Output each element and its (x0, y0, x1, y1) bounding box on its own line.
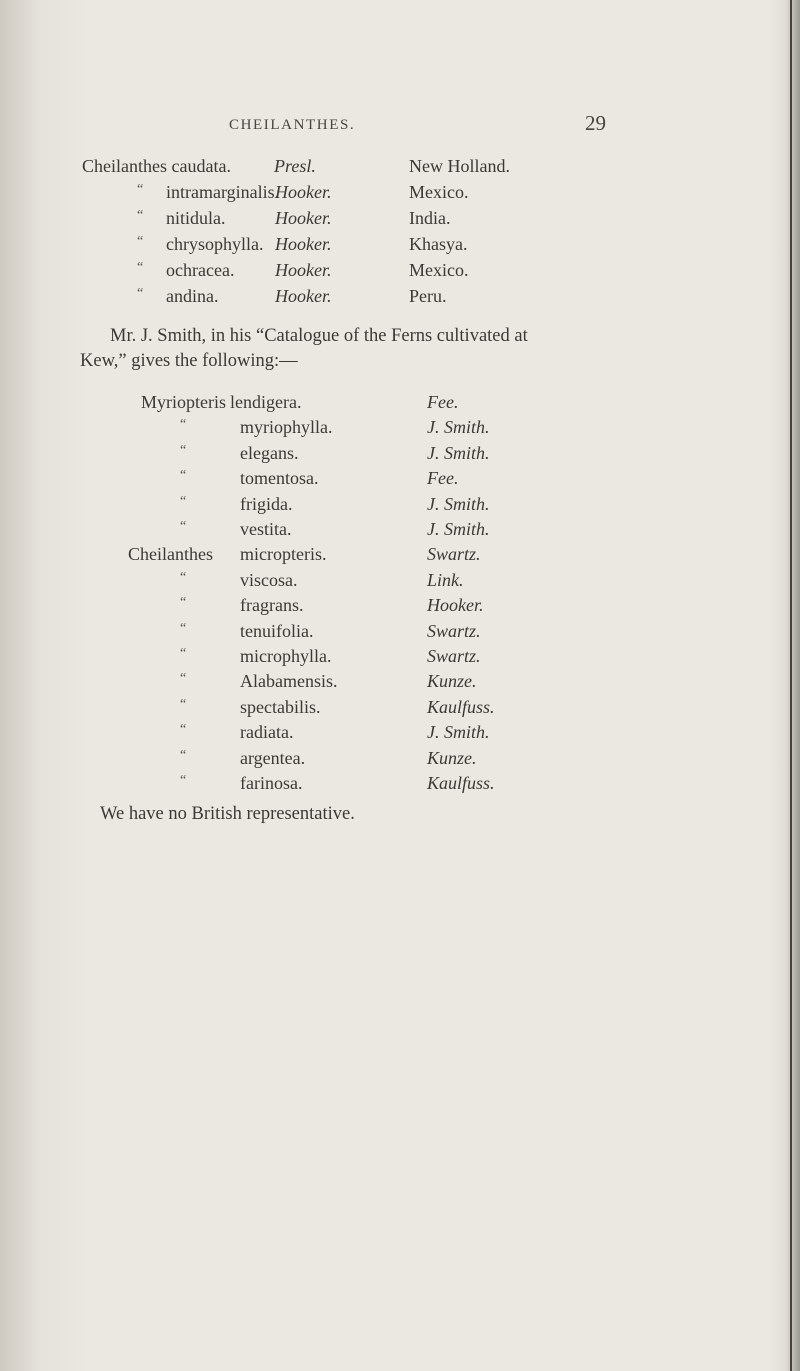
ditto-mark: “ (180, 748, 188, 763)
author-name: Swartz. (427, 621, 481, 641)
author-name: Kaulfuss. (427, 697, 495, 717)
species-name: tomentosa. (240, 468, 319, 488)
genus-name: Cheilanthes (128, 544, 213, 564)
ditto-mark: “ (137, 208, 145, 223)
author-name: Kunze. (427, 671, 477, 691)
species-name: farinosa. (240, 773, 303, 793)
locality: Khasya. (409, 234, 468, 254)
species-name: myriophylla. (240, 417, 333, 437)
author-name: Fee. (427, 468, 459, 488)
ditto-mark: “ (180, 722, 188, 737)
locality: New Holland. (409, 156, 510, 176)
author-name: Fee. (427, 392, 459, 412)
ditto-mark: “ (180, 519, 188, 534)
species-name: argentea. (240, 748, 306, 768)
author-name: Hooker. (275, 208, 332, 228)
locality: Peru. (409, 286, 447, 306)
author-name: Swartz. (427, 646, 481, 666)
species-name: ochracea. (166, 260, 235, 280)
ditto-mark: “ (137, 286, 145, 301)
author-name: Swartz. (427, 544, 481, 564)
ditto-mark: “ (180, 570, 188, 585)
ditto-mark: “ (137, 182, 145, 197)
species-name: tenuifolia. (240, 621, 314, 641)
author-name: J. Smith. (427, 494, 490, 514)
ditto-mark: “ (180, 646, 188, 661)
author-name: Hooker. (275, 286, 332, 306)
species-name: Alabamensis. (240, 671, 338, 691)
running-head: CHEILANTHES. (229, 117, 356, 133)
species-name: microphylla. (240, 646, 332, 666)
species-name: lendigera. (230, 392, 302, 412)
author-name: J. Smith. (427, 443, 490, 463)
ditto-mark: “ (180, 468, 188, 483)
author-name: Presl. (274, 156, 316, 176)
author-name: J. Smith. (427, 519, 490, 539)
locality: Mexico. (409, 260, 469, 280)
ditto-mark: “ (180, 443, 188, 458)
ditto-mark: “ (137, 234, 145, 249)
ditto-mark: “ (180, 621, 188, 636)
author-name: Hooker. (427, 595, 484, 615)
author-name: Link. (427, 570, 464, 590)
species-name: chrysophylla. (166, 234, 264, 254)
author-name: Hooker. (275, 260, 332, 280)
species-name: nitidula. (166, 208, 226, 228)
ditto-mark: “ (180, 773, 188, 788)
species-name: spectabilis. (240, 697, 321, 717)
author-name: Hooker. (275, 234, 332, 254)
locality: India. (409, 208, 451, 228)
author-name: Hooker. (275, 182, 332, 202)
species-name: frigida. (240, 494, 293, 514)
species-name: radiata. (240, 722, 294, 742)
author-name: J. Smith. (427, 417, 490, 437)
species-name: Cheilanthes caudata. (82, 156, 231, 176)
paragraph-line: Kew,” gives the following:— (80, 351, 298, 371)
species-name: intramarginalis. (166, 182, 280, 202)
ditto-mark: “ (180, 417, 188, 432)
species-name: andina. (166, 286, 219, 306)
paragraph-line: Mr. J. Smith, in his “Catalogue of the Ferns cultivated at (110, 326, 528, 346)
species-name: elegans. (240, 443, 299, 463)
ditto-mark: “ (180, 494, 188, 509)
species-name: micropteris. (240, 544, 327, 564)
ditto-mark: “ (180, 697, 188, 712)
page-edge (790, 0, 792, 1371)
ditto-mark: “ (180, 595, 188, 610)
author-name: Kaulfuss. (427, 773, 495, 793)
species-name: fragrans. (240, 595, 304, 615)
closing-line: We have no British representative. (100, 804, 355, 824)
page-number: 29 (585, 111, 606, 135)
species-name: vestita. (240, 519, 292, 539)
ditto-mark: “ (180, 671, 188, 686)
locality: Mexico. (409, 182, 469, 202)
genus-name: Myriopteris (141, 392, 226, 412)
species-name: viscosa. (240, 570, 298, 590)
author-name: Kunze. (427, 748, 477, 768)
ditto-mark: “ (137, 260, 145, 275)
author-name: J. Smith. (427, 722, 490, 742)
